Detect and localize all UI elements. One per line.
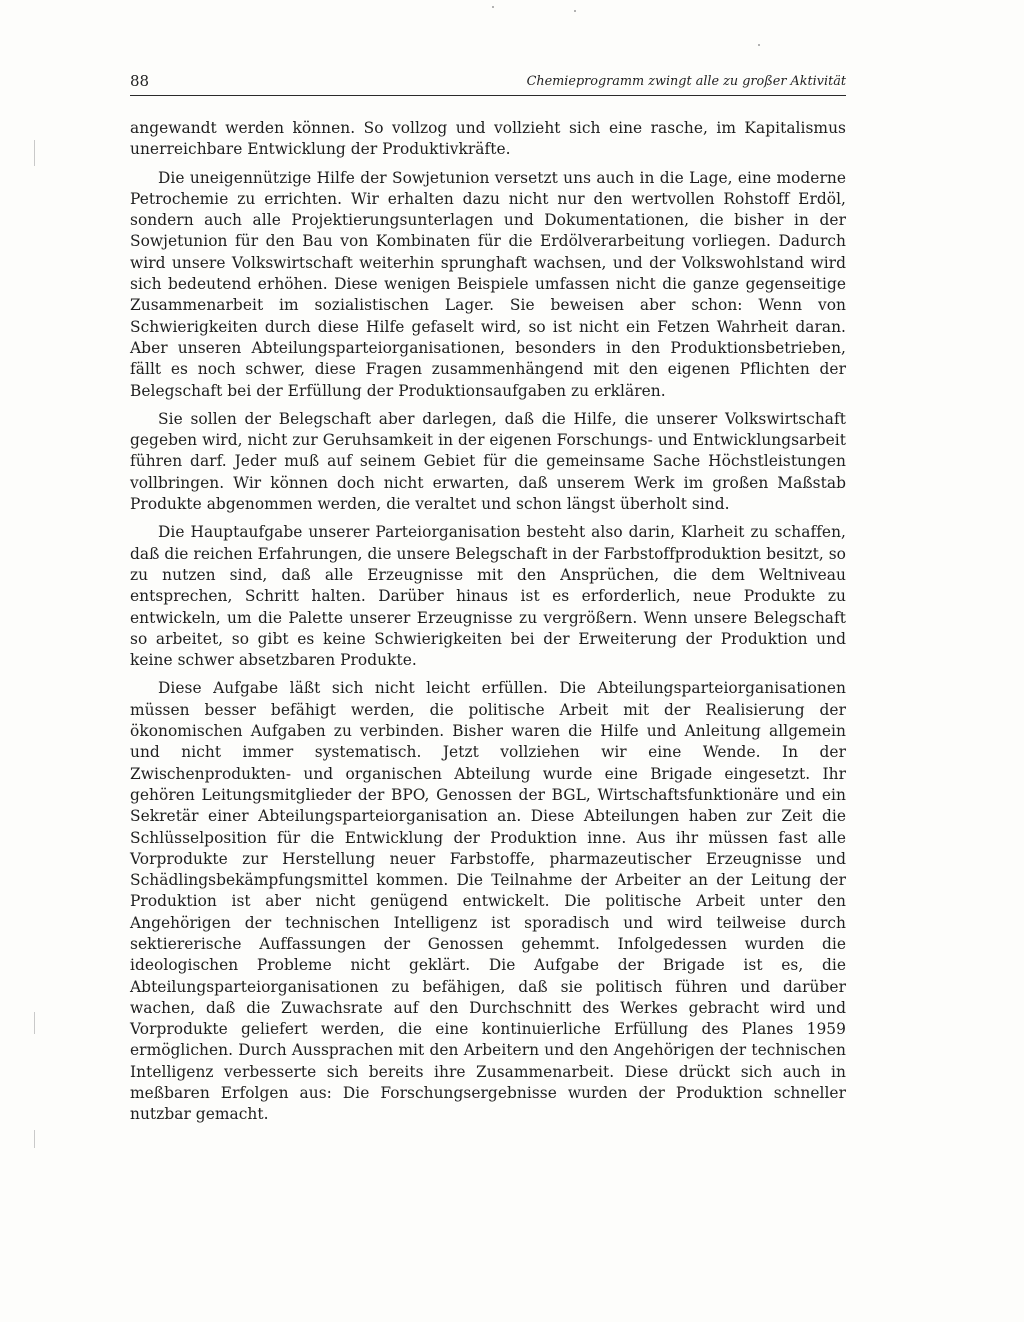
scan-speck <box>758 44 760 46</box>
margin-mark <box>34 1130 35 1148</box>
running-header <box>130 71 846 96</box>
body-text <box>130 118 846 1178</box>
running-title: Chemieprogramm zwingt alle zu großer Aktivität <box>526 74 846 89</box>
scan-speck <box>574 10 576 12</box>
margin-mark <box>34 1012 35 1034</box>
paragraph-continuation: angewandt werden können. So vollzog und vollzieht sich eine rasche, im Kapitalismus unerreichbare Entwicklung der Produktivkräfte. <box>130 119 846 159</box>
margin-mark <box>34 140 35 166</box>
scan-speck <box>492 6 494 8</box>
paragraph-brigade: Diese Aufgabe läßt sich nicht leicht erfüllen. Die Abteilungsparteiorganisationen müssen besser befähigt werden, die politische Arbeit mit der Realisierung der ökonomischen Aufgaben zu verbinden. Bisher waren die Hilfe und Anleitung allgemein und nicht immer systematisch. Jetzt vollziehen wir eine Wende. In der Zwischenprodukten- und organischen Abteilung wurde eine Brigade eingesetzt. Ihr gehören Leitungsmitglieder der BPO, Genossen der BGL, Wirtschaftsfunktionäre und ein Sekretär einer Abteilungsparteiorganisation an. Diese Abteilungen haben zur Zeit die Schlüsselposition für die Entwicklung der Produktion inne. Aus ihr müssen fast alle Vorprodukte zur Herstellung neuer Farbstoffe, pharmazeutischer Erzeugnisse und Schädlingsbekämpfungsmittel kommen. Die Teilnahme der Arbeiter an der Leitung der Produktion ist aber nicht genügend entwickelt. Die politische Arbeit unter den Angehörigen der technischen Intelligenz ist sporadisch und wird teilweise durch sektiererische Auffassungen der Genossen gehemmt. Infolgedessen wurden die ideologischen Probleme nicht geklärt. Die Aufgabe der Brigade ist es, die Abteilungsparteiorganisationen zu befähigen, daß sie politisch führen und darüber wachen, daß die Zuwachsrate auf den Durchschnitt des Werkes gebracht wird und Vorprodukte geliefert werden, die eine kontinuierliche Erfüllung des Planes 1959 ermöglichen. Durch Aussprachen mit den Arbeitern und den Angehörigen der technischen Intelligenz verbesserte sich bereits ihre Zusammenarbeit. Diese drückt sich auch in meßbaren Erfolgen aus: Die Forschungsergebnisse wurden der Produktion schneller nutzbar gemacht. <box>130 679 846 1124</box>
paragraph-workforce-duties: Sie sollen der Belegschaft aber darlegen, daß die Hilfe, die unserer Volkswirtschaft gegeben wird, nicht zur Geruhsamkeit in der eigenen Forschungs- und Entwicklungsarbeit führen darf. Jeder muß auf seinem Gebiet für die gemeinsame Sache Höchstleistungen vollbringen. Wir können doch nicht erwarten, daß unserem Werk im großen Maßstab Produkte abgenommen werden, die veraltet und schon längst überholt sind. <box>130 409 846 514</box>
page-number: 88 <box>130 72 150 90</box>
paragraph-main-task: Die Hauptaufgabe unserer Parteiorganisation besteht also darin, Klarheit zu schaffen, daß die reichen Erfahrungen, die unsere Belegschaft in der Farbstoffproduktion besitzt, so zu nutzen sind, daß alle Erzeugnisse mit den Ansprüchen, die dem Weltniveau entsprechen, Schritt halten. Darüber hinaus ist es erforderlich, neue Produkte zu entwickeln, um die Palette unserer Erzeugnisse zu vergrößern. Wenn unsere Belegschaft so arbeitet, so gibt es keine Schwierigkeiten bei der Erweiterung der Produktion und keine schwer absetzbaren Produkte. <box>130 523 846 670</box>
paragraph-soviet-help: Die uneigennützige Hilfe der Sowjetunion versetzt uns auch in die Lage, eine moderne Petrochemie zu errichten. Wir erhalten dazu nicht nur den wertvollen Rohstoff Erdöl, sondern auch alle Projektierungsunterlagen und Dokumentationen, die bisher in der Sowjetunion für den Bau von Kombinaten für die Erdölverarbeitung vorliegen. Dadurch wird unsere Volkswirtschaft weiterhin sprunghaft wachsen, und der Volkswohlstand wird sich bedeutend erhöhen. Diese wenigen Beispiele umfassen nicht die ganze gegenseitige Zusammenarbeit im sozialistischen Lager. Sie beweisen aber schon: Wenn von Schwierigkeiten durch diese Hilfe gefaselt wird, so ist nicht ein Fetzen Wahrheit daran. Aber unseren Abteilungsparteiorganisationen, besonders in den Produktionsbetrieben, fällt es noch schwer, diese Fragen zusammenhängend mit den eigenen Pflichten der Belegschaft bei der Erfüllung der Produktionsaufgaben zu erklären. <box>130 168 846 400</box>
